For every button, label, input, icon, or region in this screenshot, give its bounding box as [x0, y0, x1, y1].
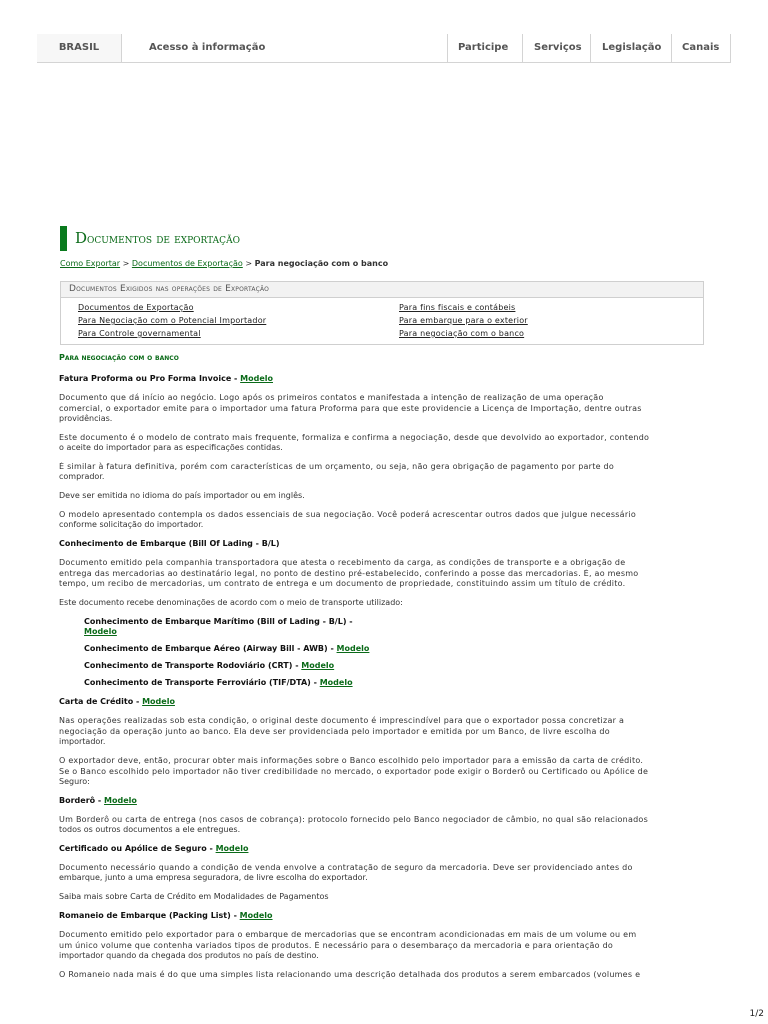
fatura-paragraph-line: conforme solicitação do importador. [59, 520, 204, 529]
sub-aereo-title: Conhecimento de Embarque Aéreo (Airway Bill - AWB) [84, 644, 328, 653]
canais-link[interactable]: Canais [682, 42, 720, 53]
servicos-link[interactable]: Serviços [534, 42, 582, 53]
fatura-paragraph-line: É similar à fatura definitiva, porém com características de um orçamento, ou seja, não gera obrigação de pagamento por parte do [59, 462, 615, 471]
sub-ferroviario [84, 678, 760, 689]
link-negociacao-importador[interactable]: Para Negociação com o Potencial Importador [78, 316, 267, 325]
fatura-paragraph-line: comercial, o exportador emite para o importador uma fatura Proforma para que este providencie a Licença de Importação, dentre outras [59, 404, 642, 413]
documents-box [60, 281, 704, 345]
documents-box-heading: Documentos Exigidos nas operações de Exportação [61, 282, 703, 298]
page-title [60, 226, 240, 251]
certificado-paragraph-line: embarque, junto a uma empresa seguradora, de livre escolha do exportador. [59, 873, 368, 882]
gov-top-bar [37, 34, 731, 63]
dash: - [292, 661, 302, 670]
link-fins-fiscais[interactable]: Para fins fiscais e contábeis [399, 303, 516, 312]
carta-paragraph-line: Se o Banco escolhido pelo importador não tiver credibilidade no mercado, o exportador pode exigir o Borderô ou Certificado ou Apólice de [59, 767, 649, 776]
fatura-heading [59, 374, 735, 385]
carta-paragraph-line: Nas operações realizadas sob esta condição, o original deste documento é imprescindível para que o exportador possa concretizar a [59, 716, 625, 725]
certificado-title: Certificado ou Apólice de Seguro [59, 844, 207, 853]
romaneio-paragraph-line: um único volume que contenha variados tipos de produtos. É necessário para o desembaraço da mercadoria e para orientação do [59, 941, 614, 950]
fatura-paragraph-line: Este documento é o modelo de contrato mais frequente, formaliza e confirma a negociação, desde que devolvido ao exportador, contendo [59, 433, 650, 442]
rodoviario-modelo-link[interactable]: Modelo [301, 661, 335, 670]
bordero-paragraph-line: Um Borderô ou carta de entrega (nos casos de cobrança): protocolo fornecido pelo Banco negociador de câmbio, no qual são relacionados [59, 815, 648, 824]
sub-ferroviario-title: Conhecimento de Transporte Ferroviário (TIF/DTA) [84, 678, 311, 687]
link-negociacao-banco[interactable]: Para negociação com o banco [399, 329, 525, 338]
conhecimento-paragraph-line: tempo, um recibo de mercadorias, um contrato de entrega e um documento de propriedade, constituindo assim um título de crédito. [59, 579, 626, 588]
maritimo-modelo-link[interactable]: Modelo [84, 627, 117, 636]
fatura-title: Fatura Proforma ou Pro Forma Invoice [59, 374, 232, 383]
dash: - [206, 844, 216, 853]
certificado-heading [59, 844, 735, 855]
divider [522, 34, 523, 62]
sub-rodoviario [84, 661, 760, 672]
bordero-paragraph-line: todos os outros documentos a ele entregues. [59, 825, 241, 834]
fatura-paragraph-line: comprador. [59, 472, 105, 481]
ferroviario-modelo-link[interactable]: Modelo [319, 678, 353, 687]
participe-link[interactable]: Participe [458, 42, 509, 53]
conhecimento-paragraph-line: entrega das mercadorias ao destinatário legal, no ponto de destino pré-estabelecido, conferindo a posse das mercadorias. É, ao mesmo [59, 569, 639, 578]
romaneio-paragraph-line: Documento emitido pelo exportador para o embarque de mercadorias que se encontram acondicionadas em mais de um volume ou em [59, 930, 637, 939]
bordero-heading [59, 796, 735, 807]
sub-maritimo [84, 617, 760, 628]
sub-rodoviario-title: Conhecimento de Transporte Rodoviário (CRT) [84, 661, 293, 670]
breadcrumb-current: Para negociação com o banco [254, 259, 389, 268]
carta-paragraph-line: importador. [59, 737, 106, 746]
romaneio-paragraph-line: importador quando da chegada dos produtos no país de destino. [59, 951, 319, 960]
romaneio-title: Romaneio de Embarque (Packing List) [59, 911, 231, 920]
dash: - [95, 796, 105, 805]
romaneio-heading [59, 911, 735, 922]
legislacao-link[interactable]: Legislação [602, 42, 662, 53]
sub-maritimo-title: Conhecimento de Embarque Marítimo (Bill of Lading - B/L) [84, 617, 347, 626]
dash: - [231, 374, 241, 383]
dash: - [230, 911, 240, 920]
divider [671, 34, 672, 62]
page-number: 1/2 [749, 1009, 764, 1019]
breadcrumb-separator: > [242, 259, 255, 268]
conhecimento-paragraph-line: Este documento recebe denominações de acordo com o meio de transporte utilizado: [59, 598, 403, 607]
sub-aereo [84, 644, 760, 655]
dash: - [133, 697, 143, 706]
dash: - [346, 617, 353, 626]
romaneio-modelo-link[interactable]: Modelo [239, 911, 273, 920]
brasil-link[interactable]: BRASIL [37, 34, 122, 62]
page-title-initial: D [75, 229, 88, 247]
breadcrumb-documentos[interactable]: Documentos de Exportação [131, 259, 243, 268]
fatura-modelo-link[interactable]: Modelo [240, 374, 273, 383]
acesso-informacao-link[interactable]: Acesso à informação [149, 42, 266, 53]
carta-title: Carta de Crédito [59, 697, 134, 706]
link-embarque-exterior[interactable]: Para embarque para o exterior [399, 316, 528, 325]
bordero-modelo-link[interactable]: Modelo [104, 796, 137, 805]
aereo-modelo-link[interactable]: Modelo [336, 644, 370, 653]
divider [447, 34, 448, 62]
breadcrumb-separator: > [120, 259, 132, 268]
breadcrumb [60, 259, 388, 268]
fatura-paragraph-line: O modelo apresentado contempla os dados essenciais de sua negociação. Você poderá acrescentar outros dados que julgue necessário [59, 510, 636, 519]
certificado-paragraph-line: Documento necessário quando a condição de venda envolve a contratação de seguro da mercadoria. Deve ser providenciado antes do [59, 863, 633, 872]
link-documentos-exportacao[interactable]: Documentos de Exportação [78, 303, 194, 312]
sub-maritimo-model-row [84, 627, 760, 638]
fatura-paragraph-line: providências. [59, 414, 113, 423]
dash: - [327, 644, 337, 653]
fatura-paragraph-line: o aceite do importador para as especificações contidas. [59, 443, 283, 452]
certificado-paragraph-line: Saiba mais sobre Carta de Crédito em Modalidades de Pagamentos [59, 892, 329, 901]
carta-modelo-link[interactable]: Modelo [142, 697, 175, 706]
romaneio-paragraph-line: O Romaneio nada mais é do que uma simples lista relacionando uma descrição detalhada dos produtos a serem embarcados (volumes e [59, 970, 641, 979]
divider [590, 34, 591, 62]
fatura-paragraph-line: Deve ser emitida no idioma do país importador ou em inglês. [59, 491, 305, 500]
dash: - [310, 678, 320, 687]
breadcrumb-como-exportar[interactable]: Como Exportar [60, 259, 121, 268]
carta-paragraph-line: negociação da operação junto ao banco. Ela deve ser providenciada pelo importador e emitida por um Banco, de livre escolha do [59, 727, 610, 736]
fatura-paragraph-line: Documento que dá início ao negócio. Logo após os primeiros contatos e manifestada a intenção de realização de uma operação [59, 393, 604, 402]
carta-heading [59, 697, 735, 708]
carta-paragraph-line: O exportador deve, então, procurar obter mais informações sobre o Banco escolhido pelo importador para a emissão da carta de crédito. [59, 756, 644, 765]
carta-paragraph-line: Seguro: [59, 777, 90, 786]
certificado-modelo-link[interactable]: Modelo [215, 844, 249, 853]
page-title-rest: ocumentos de exportação [87, 232, 240, 247]
link-controle-governamental[interactable]: Para Controle governamental [78, 329, 201, 338]
bordero-title: Borderô [59, 796, 96, 805]
conhecimento-heading: Conhecimento de Embarque (Bill Of Lading - B/L) [59, 539, 280, 548]
section-title: Para negociação com o banco [59, 353, 179, 362]
conhecimento-paragraph-line: Documento emitido pela companhia transportadora que atesta o recebimento da carga, as condições de transporte e a obrigação de [59, 558, 626, 567]
divider [730, 34, 731, 62]
